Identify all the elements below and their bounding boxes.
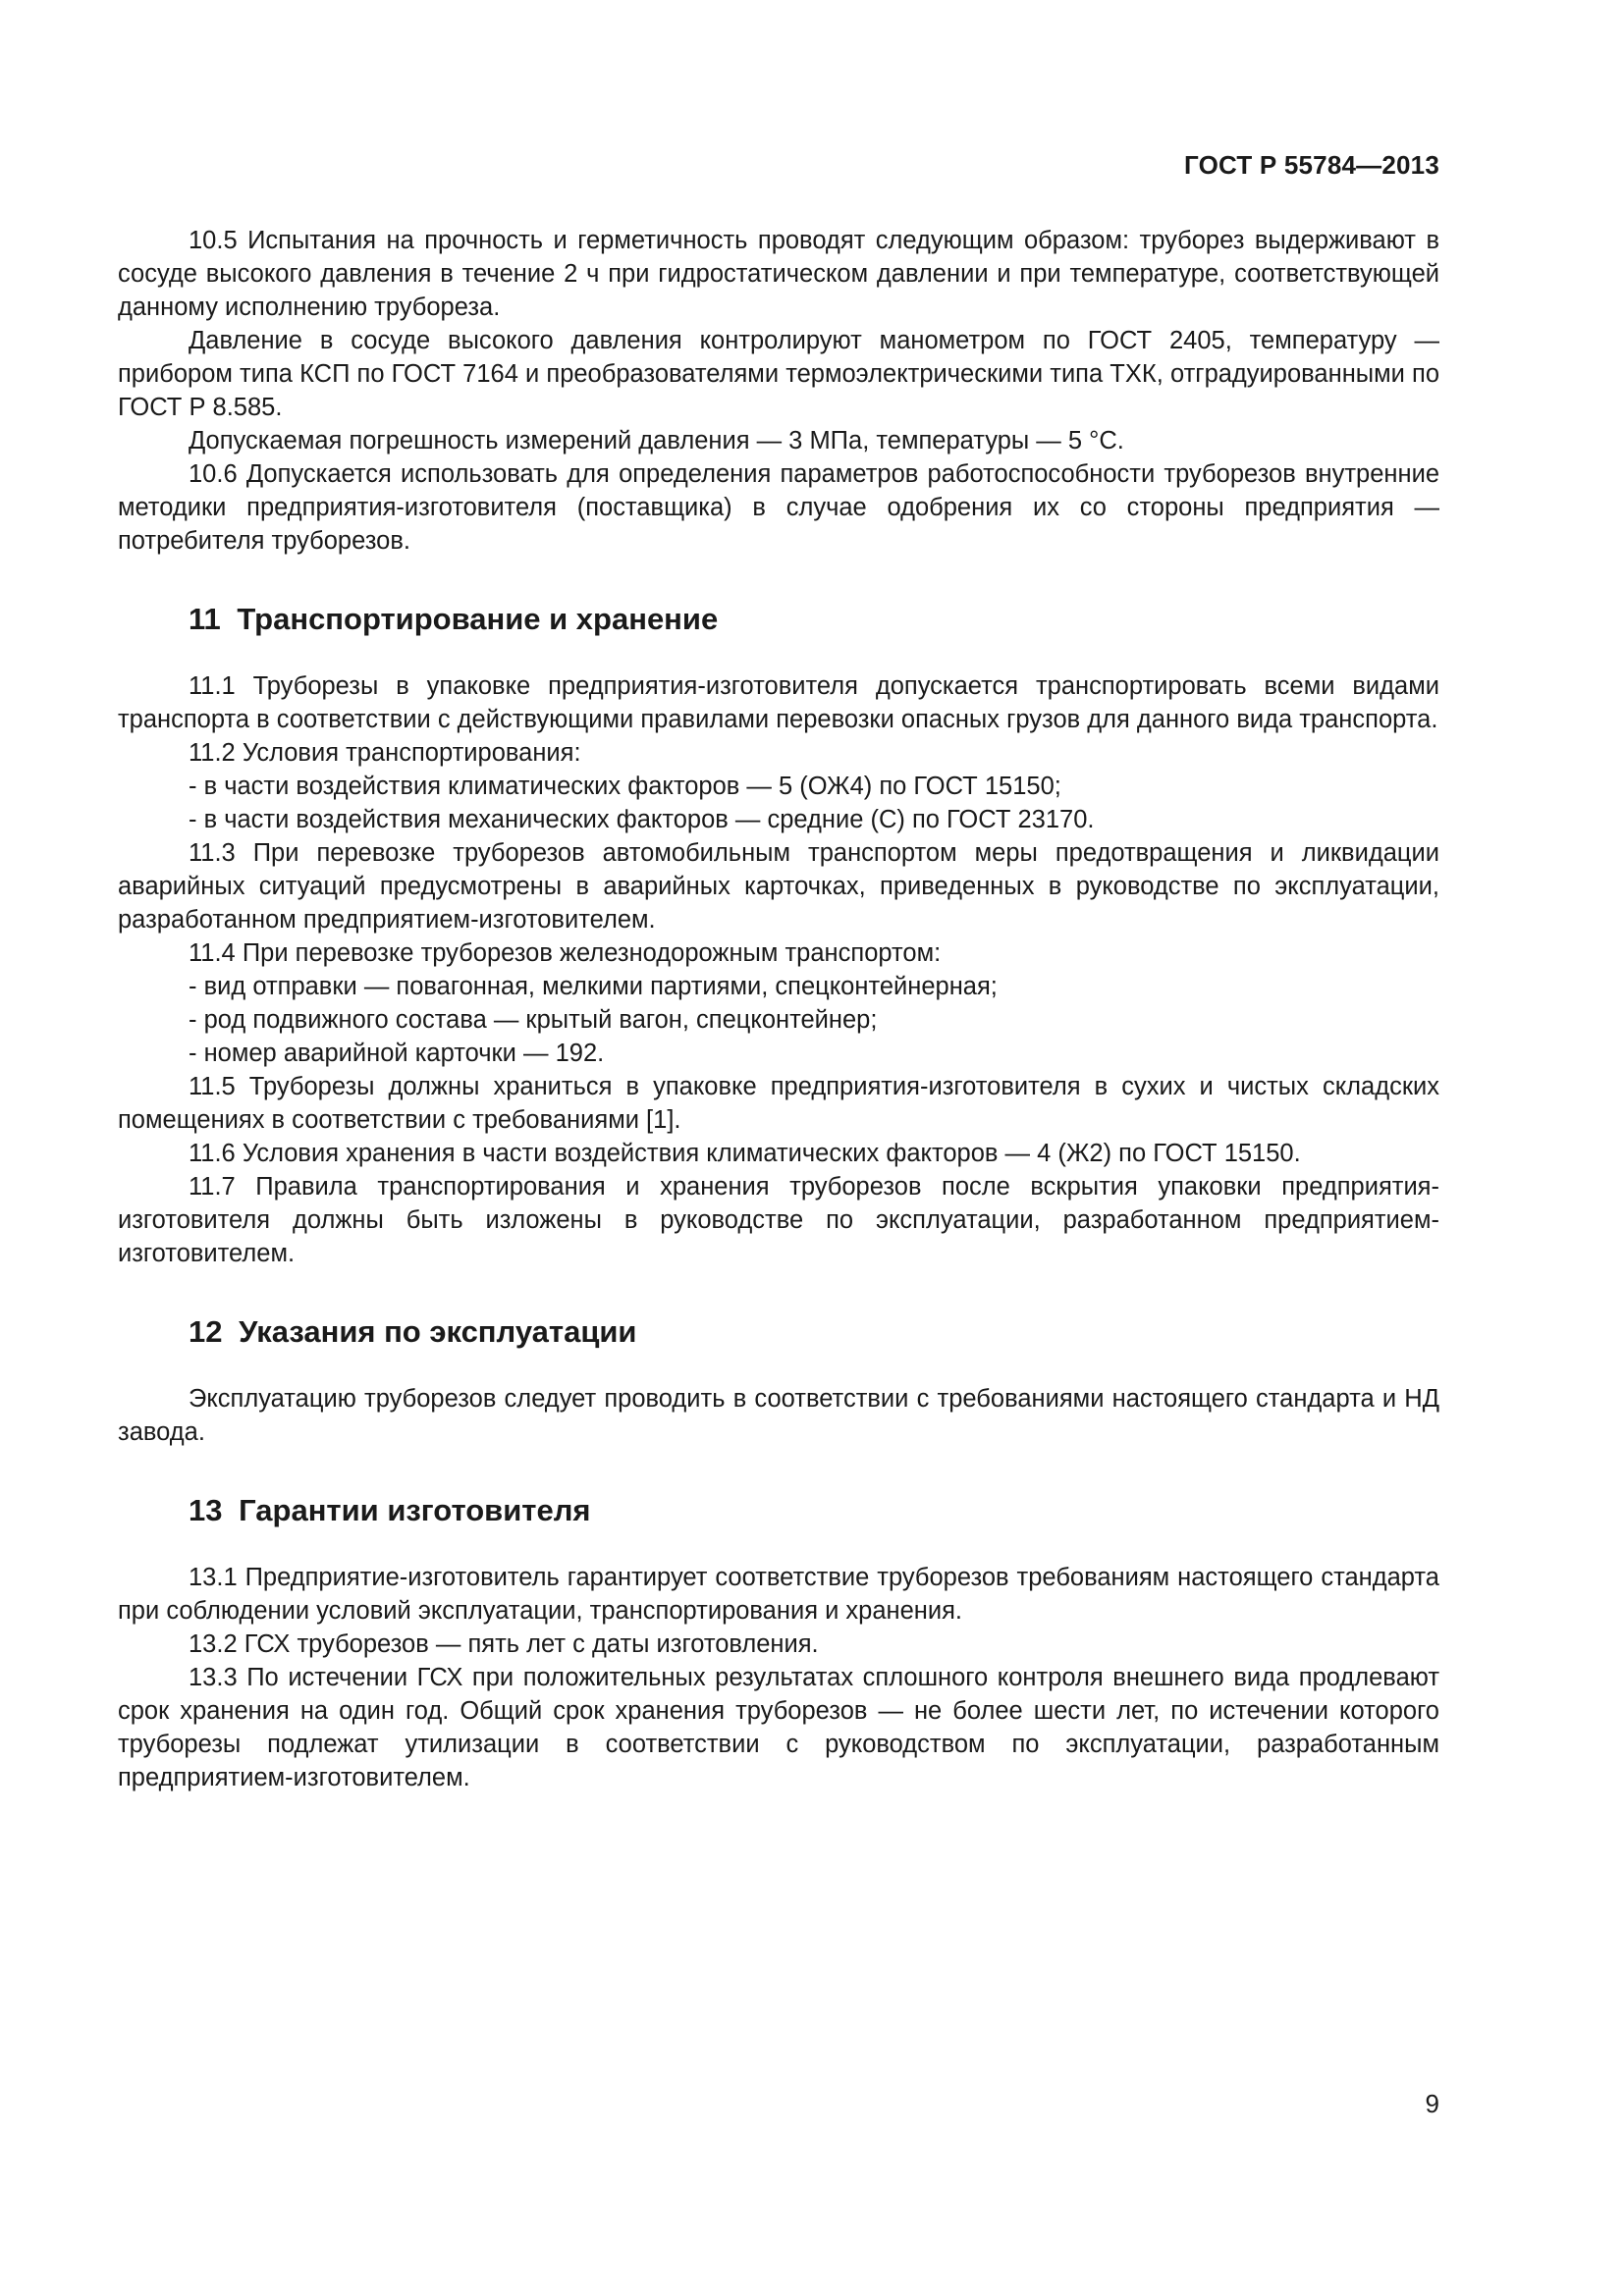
document-code: ГОСТ Р 55784—2013 <box>1184 150 1439 180</box>
section-heading-12 <box>118 1313 1439 1351</box>
paragraph-13-3: 13.3 По истечении ГСХ при положительных результатах сплошного контроля внешнего вида продлевают срок хранения на один год. Общий срок хранения труборезов — не более шести лет, по истечении которого труборезы подлежат утилизации в соответствии с руководством по эксплуатации, разработанным предприятием-изготовителем. <box>118 1664 1439 1791</box>
list-item: - номер аварийной карточки — 192. <box>189 1040 605 1067</box>
paragraph-11-6: 11.6 Условия хранения в части воздействия климатических факторов — 4 (Ж2) по ГОСТ 15150. <box>189 1140 1301 1167</box>
list-item: - вид отправки — повагонная, мелкими партиями, спецконтейнерная; <box>189 973 998 1000</box>
paragraph-11-7: 11.7 Правила транспортирования и хранения труборезов после вскрытия упаковки предприятия-изготовителя должны быть изложены в руководстве по эксплуатации, разработанном предприятием-изготовителем. <box>118 1173 1439 1267</box>
section-heading-11 <box>118 601 1439 638</box>
paragraph-13-2: 13.2 ГСХ труборезов — пять лет с даты изготовления. <box>189 1630 819 1658</box>
page-content <box>118 224 1439 1794</box>
paragraph-tolerance: Допускаемая погрешность измерений давления — 3 МПа, температуры — 5 °С. <box>189 427 1124 454</box>
section-number: 12 <box>189 1314 223 1349</box>
paragraph-pressure-control: Давление в сосуде высокого давления контролируют манометром по ГОСТ 2405, температуру — прибором типа КСП по ГОСТ 7164 и преобразователями термоэлектрическими типа ТХК, отградуированными по ГОСТ Р 8.585. <box>118 327 1439 421</box>
paragraph-10-6: 10.6 Допускается использовать для определения параметров работоспособности труборезов внутренние методики предприятия-изготовителя (поставщика) в случае одобрения их со стороны предприятия — потребителя труборезов. <box>118 460 1439 555</box>
section-title: Гарантии изготовителя <box>239 1493 591 1527</box>
list-item: - в части воздействия механических факторов — средние (С) по ГОСТ 23170. <box>189 806 1095 833</box>
paragraph-10-5: 10.5 Испытания на прочность и герметичность проводят следующим образом: труборез выдерживают в сосуде высокого давления в течение 2 ч при гидростатическом давлении и при температуре, соответствующей данному исполнению трубореза. <box>118 227 1439 321</box>
paragraph-11-5: 11.5 Труборезы должны храниться в упаковке предприятия-изготовителя в сухих и чистых складских помещениях в соответствии с требованиями [1]. <box>118 1073 1439 1134</box>
paragraph-13-1: 13.1 Предприятие-изготовитель гарантирует соответствие труборезов требованиям настоящего стандарта при соблюдении условий эксплуатации, транспортирования и хранения. <box>118 1564 1439 1625</box>
section-number: 13 <box>189 1493 223 1527</box>
paragraph-11-3: 11.3 При перевозке труборезов автомобильным транспортом меры предотвращения и ликвидации аварийных ситуаций предусмотрены в аварийных карточках, приведенных в руководстве по эксплуатации, разработанном предприятием-изготовителем. <box>118 839 1439 934</box>
paragraph-12: Эксплуатацию труборезов следует проводить в соответствии с требованиями настоящего стандарта и НД завода. <box>118 1385 1439 1446</box>
paragraph-11-2: 11.2 Условия транспортирования: <box>189 739 581 767</box>
section-title: Указания по эксплуатации <box>239 1314 637 1349</box>
paragraph-11-1: 11.1 Труборезы в упаковке предприятия-изготовителя допускается транспортировать всеми видами транспорта в соответствии с действующими правилами перевозки опасных грузов для данного вида транспорта. <box>118 672 1439 733</box>
section-title: Транспортирование и хранение <box>237 602 719 636</box>
page-number: 9 <box>1425 2089 1439 2118</box>
section-heading-13 <box>118 1492 1439 1529</box>
section-number: 11 <box>189 602 221 636</box>
list-item: - в части воздействия климатических факторов — 5 (ОЖ4) по ГОСТ 15150; <box>189 773 1061 800</box>
paragraph-11-4: 11.4 При перевозке труборезов железнодорожным транспортом: <box>189 939 942 967</box>
list-item: - род подвижного состава — крытый вагон, спецконтейнер; <box>189 1006 878 1034</box>
